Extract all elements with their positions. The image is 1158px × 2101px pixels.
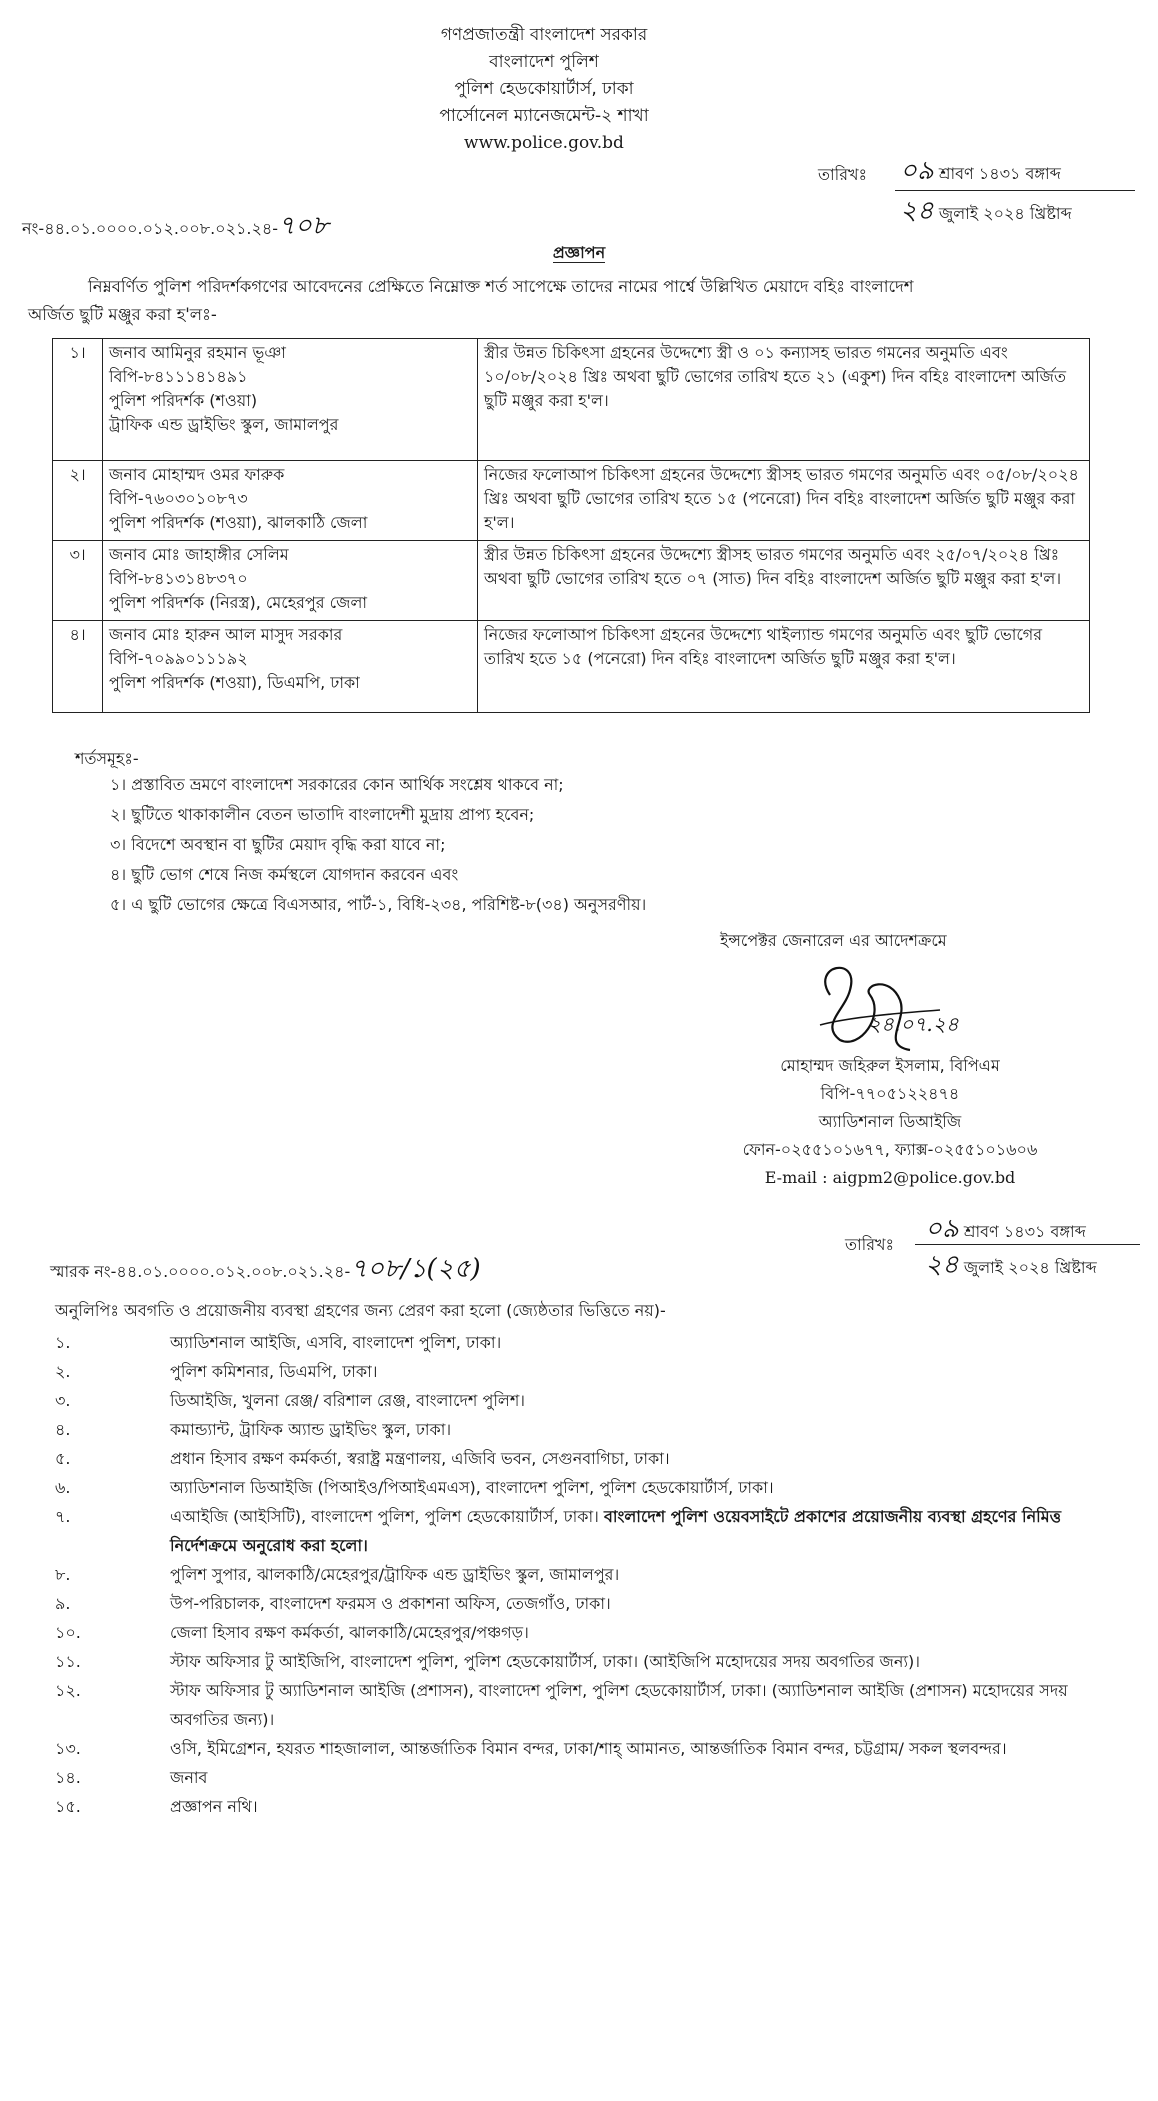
officer-cell [103,541,478,621]
section-name: পার্সোনেল ম্যানেজমেন্ট-২ শাখা [439,106,649,126]
officer-bp: বিপি-৭০৯৯০১১১৯২ [109,649,248,668]
list-item: ১৫. প্রজ্ঞাপন নথি। [55,1797,258,1816]
signatory-email[interactable]: E-mail : aigpm2@police.gov.bd [764,1168,1016,1187]
letterhead [0,22,1123,157]
serial-cell: ৪। [53,621,103,713]
list-item: ৩. ডিআইজি, খুলনা রেঞ্জ/ বরিশাল রেঞ্জ, বাংলাদেশ পুলিশ। [55,1391,526,1410]
memo-number-prefix: নং-৪৪.০১.০০০০.০১২.০০৮.০২১.২৪- [22,219,279,238]
officer-designation: পুলিশ পরিদর্শক (শওয়া), ঝালকাঠি জেলা [109,513,368,532]
condition-item: ২। ছুটিতে থাকাকালীন বেতন ভাতাদি বাংলাদেশী মুদ্রায় প্রাপ্য হবেন; [110,805,535,824]
copy-date-eng-rest: জুলাই ২০২৪ খ্রিষ্টাব্দ [963,1258,1097,1277]
list-item: ১২. স্টাফ অফিসার টু অ্যাডিশনাল আইজি (প্রশাসন), বাংলাদেশ পুলিশ, পুলিশ হেডকোয়ার্টার্স, ঢাকা। (অ্যাডিশনাল আইজি (প্রশাসন) মহোদয়ের সদয় অবগতির জন্য)। [55,1681,1068,1729]
signature-date: ২৪.০৭.২৪ [868,1012,959,1036]
officer-name: জনাব মোঃ জাহাঙ্গীর সেলিম [109,545,289,564]
conditions-list [110,770,646,920]
officer-name: জনাব আমিনুর রহমান ভূঞা [109,343,286,362]
condition-item: ৩। বিদেশে অবস্থান বা ছুটির মেয়াদ বৃদ্ধি করা যাবে না; [110,835,446,854]
officer-bp: বিপি-৭৬০৩০১০৮৭৩ [109,489,248,508]
officer-designation: পুলিশ পরিদর্শক (শওয়া) [109,391,258,410]
officer-cell [103,461,478,541]
date-bangla-day: ০৯ [900,156,934,186]
dept-name: বাংলাদেশ পুলিশ [489,52,599,72]
condition-item: ৫। এ ছুটি ভোগের ক্ষেত্রে বিএসআর, পার্ট-১, বিধি-২৩৪, পরিশিষ্ট-৮(৩৪) অনুসরণীয়। [110,895,647,914]
memo-number-handwritten: ৭০৮ [278,211,329,241]
date-eng-day: ২৪ [900,196,934,226]
signatory-title: অ্যাডিশনাল ডিআইজি [818,1112,962,1131]
list-item: ৬. অ্যাডিশনাল ডিআইজি (পিআইও/পিআইএমএস), বাংলাদেশ পুলিশ, পুলিশ হেডকোয়ার্টার্স, ঢাকা। [55,1478,774,1497]
list-item: ১১. স্টাফ অফিসার টু আইজিপি, বাংলাদেশ পুলিশ, পুলিশ হেডকোয়ার্টার্স, ঢাকা। (আইজিপি মহোদয়ের সদয় অবগতির জন্য)। [55,1652,921,1671]
leave-details: স্ত্রীর উন্নত চিকিৎসা গ্রহনের উদ্দেশ্যে স্ত্রীসহ ভারত গমণের অনুমতি এবং ২৫/০৭/২০২৪ খ্রিঃ অথবা ছুটি ভোগের তারিখ হতে ০৭ (সাত) দিন বহিঃ বাংলাদেশ অর্জিত ছুটি মঞ্জুর করা হ'ল। [478,541,1090,621]
officer-bp: বিপি-৮৪১১১৪১৪৯১ [109,367,248,386]
signatory-name: মোহাম্মদ জহিরুল ইসলাম, বিপিএম [780,1056,1000,1075]
serial-cell: ২। [53,461,103,541]
officer-cell [103,621,478,713]
list-item: ১৪. জনাব [55,1768,208,1787]
list-item: ১০. জেলা হিসাব রক্ষণ কর্মকর্তা, ঝালকাঠি/মেহেরপুর/পঞ্চগড়। [55,1623,529,1642]
leave-details: স্ত্রীর উন্নত চিকিৎসা গ্রহনের উদ্দেশ্যে স্ত্রী ও ০১ কন্যাসহ ভারত গমনের অনুমতি এবং ১০/০৮/২০২৪ খ্রিঃ অথবা ছুটি ভোগের তারিখ হতে ২১ (একুশ) দিন বহিঃ বাংলাদেশ অর্জিত ছুটি মঞ্জুর করা হ'ল। [478,339,1090,461]
office-name: পুলিশ হেডকোয়ার্টার্স, ঢাকা [454,79,634,99]
order-line: ইন্সপেক্টর জেনারেল এর আদেশক্রমে [720,931,947,950]
serial-cell: ১। [53,339,103,461]
leave-details: নিজের ফলোআপ চিকিৎসা গ্রহনের উদ্দেশ্যে থাইল্যান্ড গমণের অনুমতি এবং ছুটি ভোগের তারিখ হতে ১৫ (পনেরো) দিন বহিঃ বাংলাদেশ অর্জিত ছুটি মঞ্জুর করা হ'ল। [478,621,1090,713]
copy-date-bangla-day: ০৯ [925,1214,959,1244]
table-row [53,541,1090,621]
copy-memo-handwritten: ৭০৮/১(২৫) [350,1254,481,1284]
signatory [700,1052,1080,1192]
serial-cell: ৩। [53,541,103,621]
list-item: ১৩. ওসি, ইমিগ্রেশন, হযরত শাহজালাল, আন্তর্জাতিক বিমান বন্দর, ঢাকা/শাহ্ আমানত, আন্তর্জাতিক বিমান বন্দর, চট্টগ্রাম/ সকল স্থলবন্দর। [55,1739,1007,1758]
copy-date-label: তারিখঃ [845,1235,895,1254]
list-item: ৭. এআইজি (আইসিটি), বাংলাদেশ পুলিশ, পুলিশ হেডকোয়ার্টার্স, ঢাকা। বাংলাদেশ পুলিশ ওয়েবসাইটে প্রকাশের প্রয়োজনীয় ব্যবস্থা গ্রহণের নিমিত্ত নির্দেশক্রমে অনুরোধ করা হলো। [55,1507,1062,1555]
signatory-phone: ফোন-০২৫৫১০১৬৭৭, ফ্যাক্স-০২৫৫১০১৬০৬ [742,1140,1038,1159]
intro-line-1: নিম্নবর্ণিত পুলিশ পরিদর্শকগণের আবেদনের প্রেক্ষিতে নিম্নোক্ত শর্ত সাপেক্ষে তাদের নামের পার্শ্বে উল্লিখিত মেয়াদে বহিঃ বাংলাদেশ [88,277,914,296]
copy-date-bangla-rest: শ্রাবণ ১৪৩১ বঙ্গাব্দ [963,1222,1086,1241]
date-bangla-rest: শ্রাবণ ১৪৩১ বঙ্গাব্দ [938,164,1061,183]
officer-unit: ট্রাফিক এন্ড ড্রাইভিং স্কুল, জামালপুর [109,415,339,434]
copy-date-english [925,1244,1097,1288]
date-eng-rest: জুলাই ২০২৪ খ্রিষ্টাব্দ [938,204,1072,223]
officer-designation: পুলিশ পরিদর্শক (শওয়া), ডিএমপি, ঢাকা [109,673,360,692]
signatory-bp: বিপি-৭৭০৫১২২৪৭৪ [820,1084,960,1103]
conditions-heading: শর্তসমূহঃ- [75,749,139,768]
officer-designation: পুলিশ পরিদর্শক (নিরস্ত্র), মেহেরপুর জেলা [109,593,368,612]
list-item: ৯. উপ-পরিচালক, বাংলাদেশ ফরমস ও প্রকাশনা অফিস, তেজগাঁও, ঢাকা। [55,1594,611,1613]
copy-memo-number [50,1248,481,1292]
list-item: ১. অ্যাডিশনাল আইজি, এসবি, বাংলাদেশ পুলিশ, ঢাকা। [55,1333,502,1352]
copy-list [55,1328,1115,1821]
list-item: ৫. প্রধান হিসাব রক্ষণ কর্মকর্তা, স্বরাষ্ট্র মন্ত্রণালয়, এজিবি ভবন, সেগুনবাগিচা, ঢাকা। [55,1449,670,1468]
date-label: তারিখঃ [818,165,868,184]
list-item: ৮. পুলিশ সুপার, ঝালকাঠি/মেহেরপুর/ট্রাফিক এন্ড ড্রাইভিং স্কুল, জামালপুর। [55,1565,620,1584]
copy-date-eng-day: ২৪ [925,1250,959,1280]
officer-name: জনাব মোঃ হারুন আল মাসুদ সরকার [109,625,343,644]
table-row [53,621,1090,713]
notification-title: প্রজ্ঞাপন [552,243,606,262]
govt-name: গণপ্রজাতন্ত্রী বাংলাদেশ সরকার [440,25,648,45]
condition-item: ১। প্রস্তাবিত ভ্রমণে বাংলাদেশ সরকারের কোন আর্থিক সংশ্লেষ থাকবে না; [110,775,564,794]
copy-intro: অনুলিপিঃ অবগতি ও প্রয়োজনীয় ব্যবস্থা গ্রহণের জন্য প্রেরণ করা হলো (জ্যেষ্ঠতার ভিত্তিতে নয়)- [55,1301,666,1320]
website-link[interactable]: www.police.gov.bd [464,133,624,153]
list-item: ৪. কমান্ড্যান্ট, ট্রাফিক অ্যান্ড ড্রাইভিং স্কুল, ঢাকা। [55,1420,452,1439]
officer-name: জনাব মোহাম্মদ ওমর ফারুক [109,465,285,484]
date-bangla [900,150,1061,194]
leave-details: নিজের ফলোআপ চিকিৎসা গ্রহনের উদ্দেশ্যে স্ত্রীসহ ভারত গমণের অনুমতি এবং ০৫/০৮/২০২৪ খ্রিঃ অথবা ছুটি ভোগের তারিখ হতে ১৫ (পনেরো) দিন বহিঃ বাংলাদেশ অর্জিত ছুটি মঞ্জুর করা হ'ল। [478,461,1090,541]
intro-line-2: অর্জিত ছুটি মঞ্জুর করা হ'লঃ- [28,305,217,324]
officer-bp: বিপি-৮৪১৩১৪৮৩৭০ [109,569,248,588]
condition-item: ৪। ছুটি ভোগ শেষে নিজ কর্মস্থলে যোগদান করবেন এবং [110,865,459,884]
list-item: ২. পুলিশ কমিশনার, ডিএমপি, ঢাকা। [55,1362,378,1381]
date-english [900,190,1072,234]
table-row [53,461,1090,541]
copy-memo-prefix: স্মারক নং-৪৪.০১.০০০০.০১২.০০৮.০২১.২৪- [50,1262,351,1281]
leave-table [52,338,1090,713]
officer-cell [103,339,478,461]
table-row [53,339,1090,461]
